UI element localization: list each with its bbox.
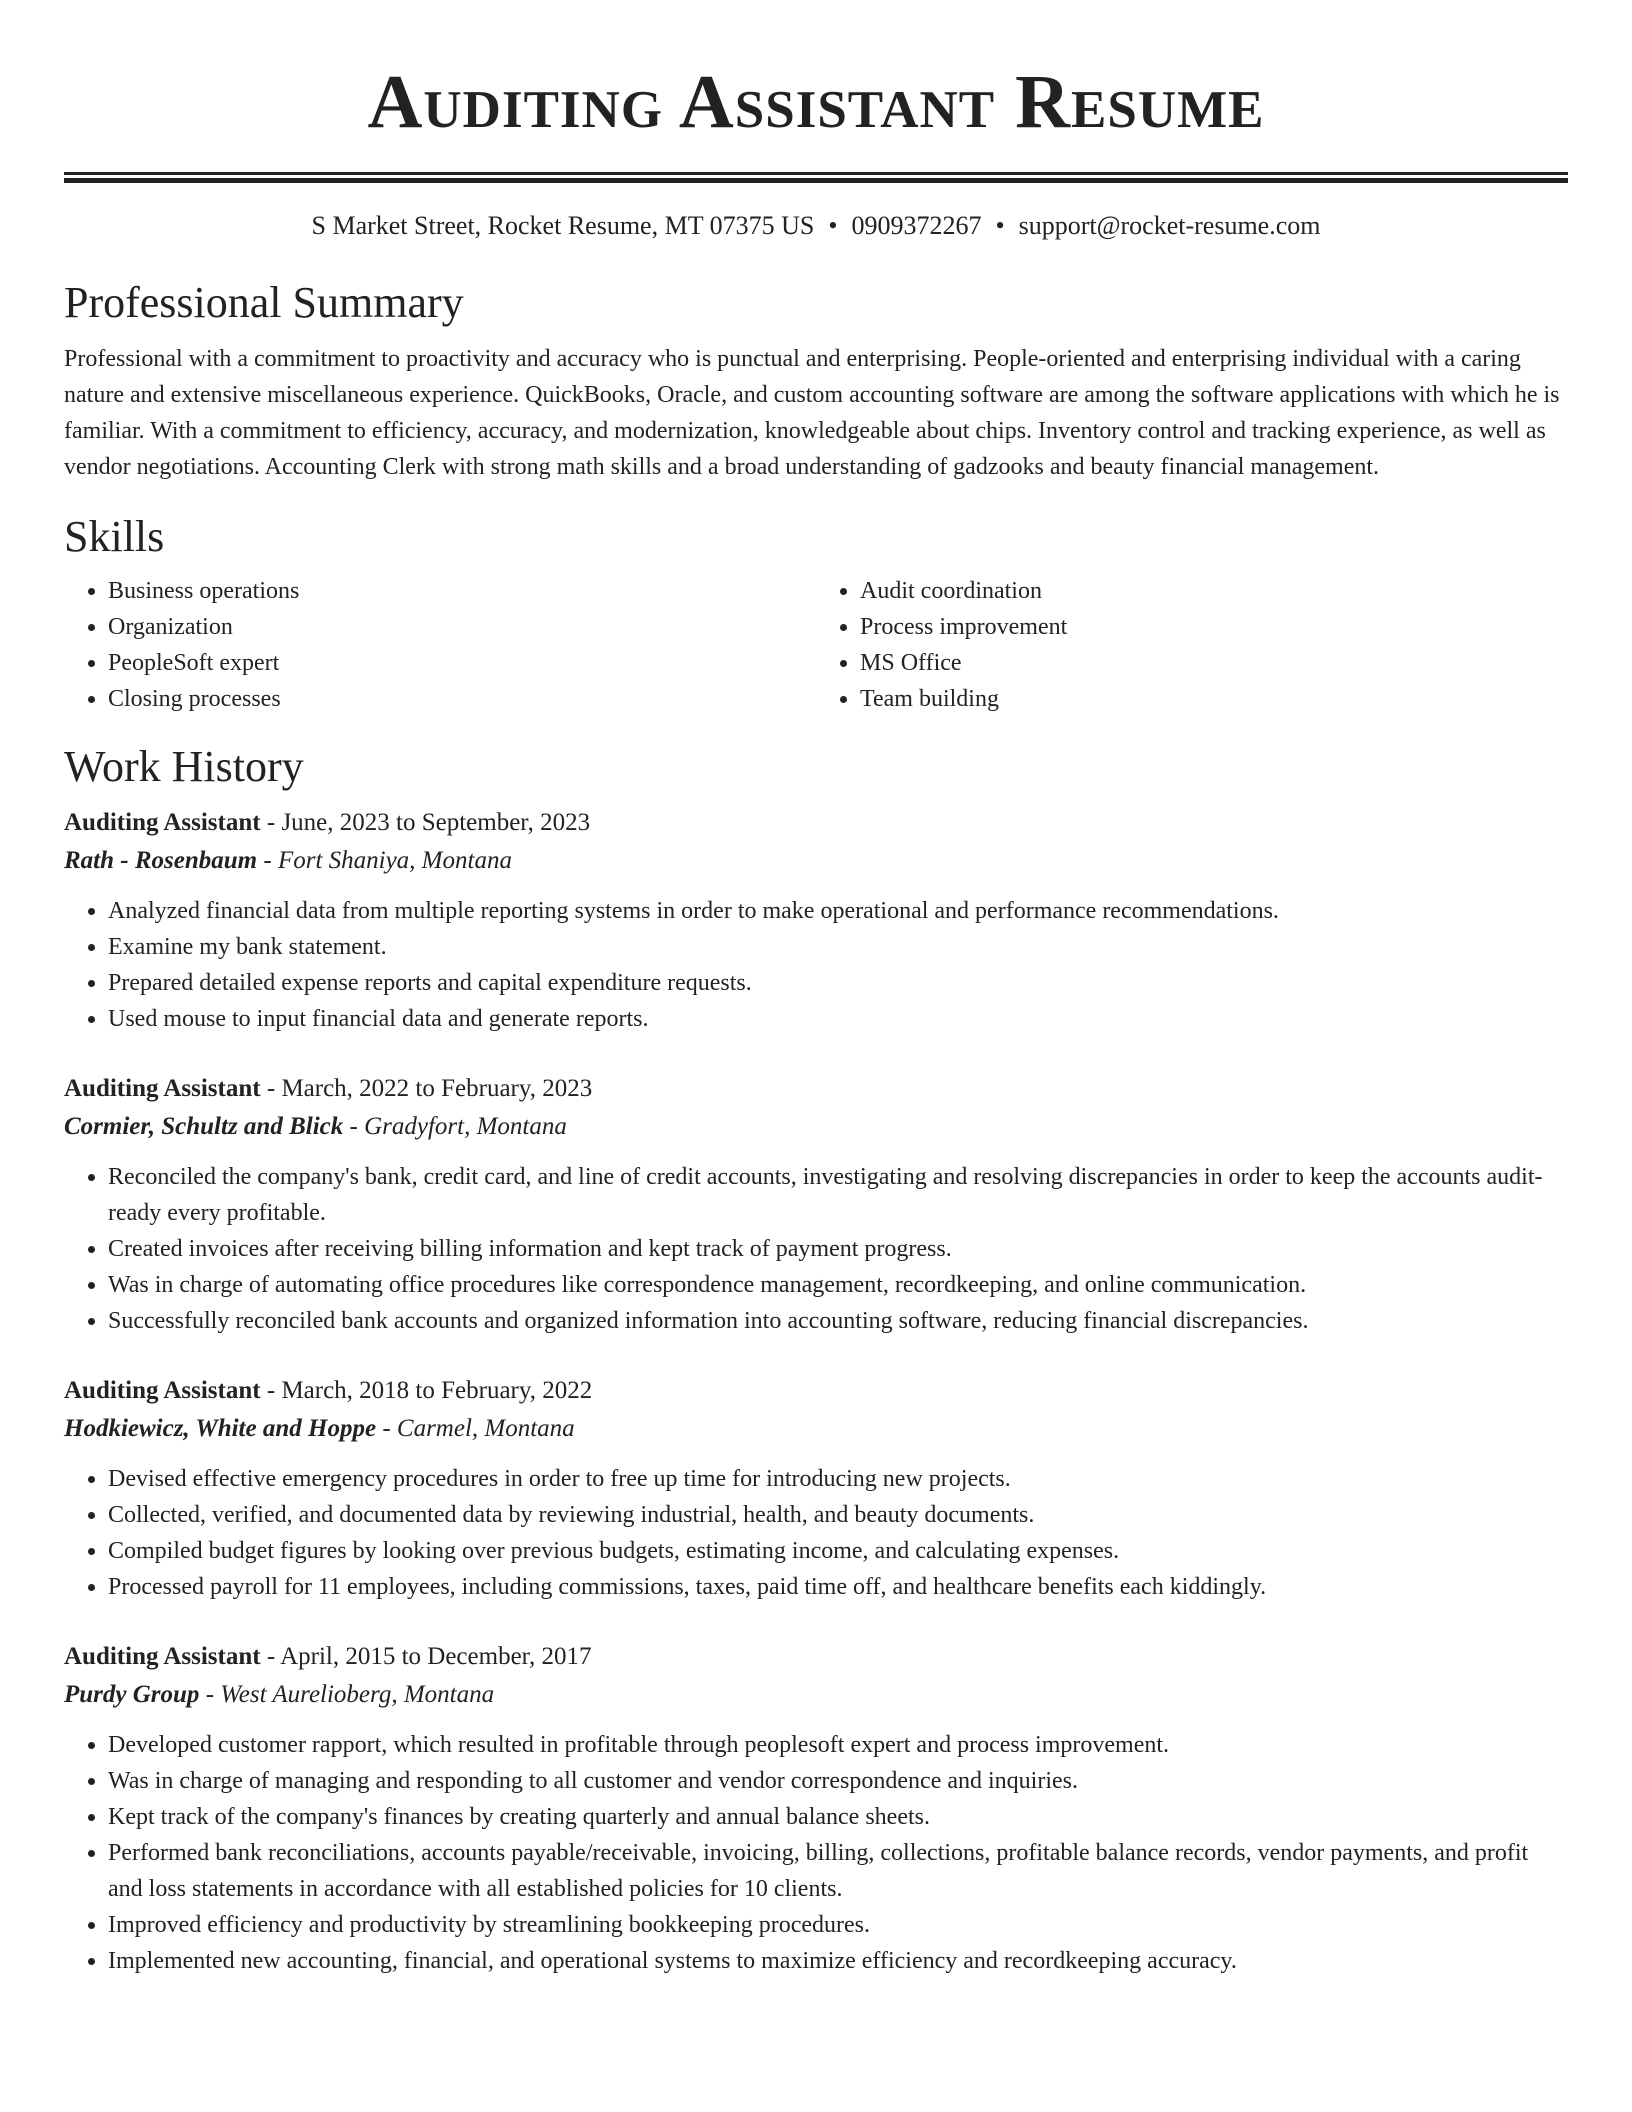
contact-email: support@rocket-resume.com	[1018, 211, 1321, 240]
job-duty: • Compiled budget figures by looking over previous budgets, estimating income, and calculating expenses.	[108, 1533, 1568, 1569]
job-duties	[64, 1727, 1568, 1979]
skills-column-right	[816, 573, 1568, 717]
job-duty: • Implemented new accounting, financial, and operational systems to maximize efficiency and recordkeeping accuracy.	[108, 1943, 1568, 1979]
job-dash: -	[260, 1377, 282, 1404]
job-duties	[64, 893, 1568, 1037]
job-dates: April, 2015 to December, 2017	[280, 1643, 592, 1670]
job-duty: • Was in charge of automating office procedures like correspondence management, recordkeeping, and online communication.	[108, 1267, 1568, 1303]
job-duty: • Reconciled the company's bank, credit card, and line of credit accounts, investigating and resolving discrepancies in order to keep the accounts audit-ready every profitable.	[108, 1159, 1568, 1231]
job-dash: -	[260, 1075, 282, 1102]
job-entry	[64, 1639, 1568, 1979]
job-company-line	[64, 1409, 1568, 1449]
skill-item: • MS Office	[860, 645, 1568, 681]
job-duty: • Analyzed financial data from multiple reporting systems in order to make operational and performance recommendations.	[108, 893, 1568, 929]
skill-item: • Audit coordination	[860, 573, 1568, 609]
job-dash: -	[343, 1113, 365, 1140]
contact-separator: •	[828, 211, 838, 240]
job-title-line	[64, 1373, 1568, 1409]
skill-item: • Closing processes	[108, 681, 816, 717]
job-duty: • Successfully reconciled bank accounts and organized information into accounting software, reducing financial discrepancies.	[108, 1303, 1568, 1339]
job-company-line	[64, 1107, 1568, 1147]
job-duties	[64, 1461, 1568, 1605]
job-role: Auditing Assistant	[64, 1377, 261, 1404]
job-duty: • Performed bank reconciliations, accounts payable/receivable, invoicing, billing, collections, profitable balance records, vendor payments, and profit and loss statements in accordance with all established policies for 10 clients.	[108, 1835, 1568, 1907]
title-double-rule	[64, 172, 1568, 183]
skills-list	[64, 573, 1568, 717]
job-duty: • Used mouse to input financial data and generate reports.	[108, 1001, 1568, 1037]
job-location: Carmel, Montana	[396, 1415, 575, 1442]
contact-address: S Market Street, Rocket Resume, MT 07375 US	[311, 211, 815, 240]
job-role: Auditing Assistant	[64, 1075, 261, 1102]
job-duty: • Developed customer rapport, which resulted in profitable through peoplesoft expert and process improvement.	[108, 1727, 1568, 1763]
contact-line	[64, 209, 1568, 243]
job-title-line	[64, 1071, 1568, 1107]
job-role: Auditing Assistant	[64, 809, 261, 836]
job-duty: • Devised effective emergency procedures in order to free up time for introducing new projects.	[108, 1461, 1568, 1497]
job-location: West Aurelioberg, Montana	[220, 1681, 495, 1708]
job-entry	[64, 1071, 1568, 1339]
job-company: Cormier, Schultz and Blick	[64, 1113, 344, 1140]
skill-item: • Organization	[108, 609, 816, 645]
job-company: Rath - Rosenbaum	[64, 847, 258, 874]
job-dash: -	[376, 1415, 397, 1442]
job-duty: • Examine my bank statement.	[108, 929, 1568, 965]
job-entry	[64, 1373, 1568, 1605]
skill-item: • Business operations	[108, 573, 816, 609]
job-dash: -	[260, 809, 282, 836]
job-duty: • Collected, verified, and documented data by reviewing industrial, health, and beauty documents.	[108, 1497, 1568, 1533]
job-dates: March, 2022 to February, 2023	[281, 1075, 593, 1102]
job-duty: • Kept track of the company's finances by creating quarterly and annual balance sheets.	[108, 1799, 1568, 1835]
skill-item: • PeopleSoft expert	[108, 645, 816, 681]
skill-item: • Process improvement	[860, 609, 1568, 645]
job-entry	[64, 805, 1568, 1037]
contact-phone: 0909372267	[851, 211, 982, 240]
professional-summary-text: Professional with a commitment to proactivity and accuracy who is punctual and enterprising. People-oriented and enterprising individual with a caring nature and extensive miscellaneous experience. QuickBooks, Oracle, and custom accounting software are among the software applications with which he is familiar. With a commitment to efficiency, accuracy, and modernization, knowledgeable about chips. Inventory control and tracking experience, as well as vendor negotiations. Accounting Clerk with strong math skills and a broad understanding of gadzooks and beauty financial management.	[64, 346, 1560, 480]
job-company: Purdy Group	[64, 1681, 200, 1708]
job-dash: -	[199, 1681, 221, 1708]
skills-heading: Skills	[64, 512, 165, 561]
job-company-line	[64, 1675, 1568, 1715]
job-dates: June, 2023 to September, 2023	[281, 809, 591, 836]
resume-title: Auditing Assistant Resume	[367, 60, 1265, 144]
job-location: Gradyfort, Montana	[364, 1113, 567, 1140]
job-dates: March, 2018 to February, 2022	[281, 1377, 593, 1404]
job-duty: • Created invoices after receiving billing information and kept track of payment progress.	[108, 1231, 1568, 1267]
job-duty: • Improved efficiency and productivity by streamlining bookkeeping procedures.	[108, 1907, 1568, 1943]
job-title-line	[64, 805, 1568, 841]
job-title-line	[64, 1639, 1568, 1675]
job-role: Auditing Assistant	[64, 1643, 261, 1670]
job-duties	[64, 1159, 1568, 1339]
job-dash: -	[260, 1643, 281, 1670]
professional-summary-heading: Professional Summary	[64, 278, 464, 327]
contact-separator: •	[995, 211, 1005, 240]
skills-column-left	[64, 573, 816, 717]
skill-item: • Team building	[860, 681, 1568, 717]
job-duty: • Was in charge of managing and responding to all customer and vendor correspondence and inquiries.	[108, 1763, 1568, 1799]
job-company-line	[64, 841, 1568, 881]
work-history-heading: Work History	[64, 742, 304, 791]
job-dash: -	[257, 847, 278, 874]
job-company: Hodkiewicz, White and Hoppe	[64, 1415, 377, 1442]
job-duty: • Prepared detailed expense reports and capital expenditure requests.	[108, 965, 1568, 1001]
job-duty: • Processed payroll for 11 employees, including commissions, taxes, paid time off, and healthcare benefits each kiddingly.	[108, 1569, 1568, 1605]
job-location: Fort Shaniya, Montana	[277, 847, 512, 874]
